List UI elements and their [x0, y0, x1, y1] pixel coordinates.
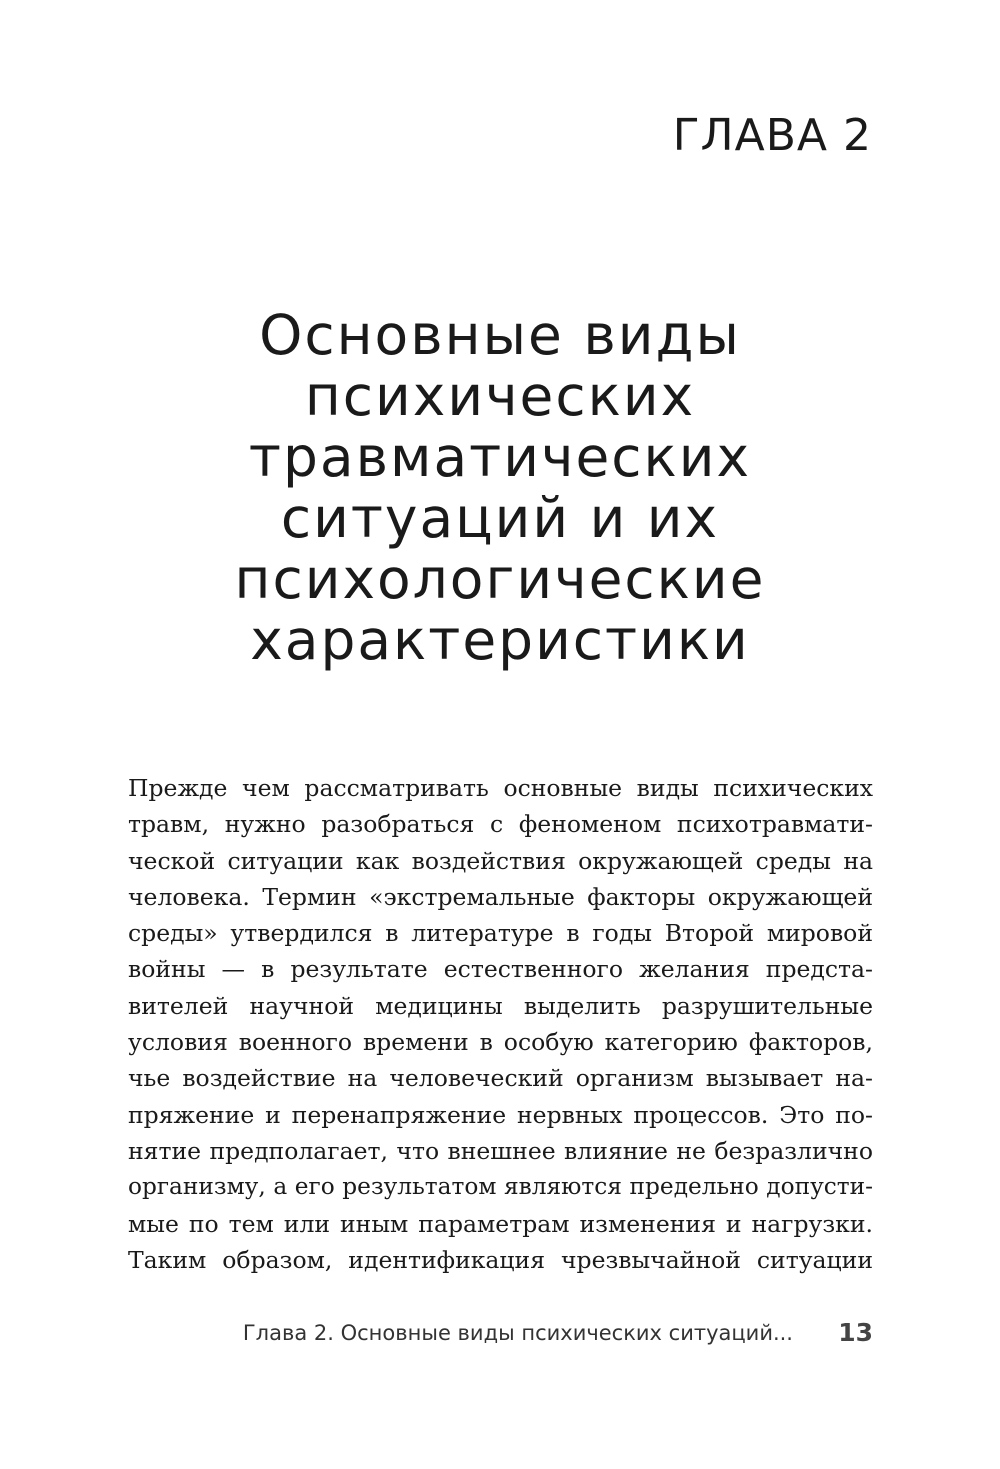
page-number: 13 — [838, 1318, 873, 1347]
chapter-title — [0, 305, 1000, 671]
page-footer — [128, 1318, 873, 1352]
body-line: человека. Термин «экстремальные факторы окружающей — [128, 882, 873, 911]
body-line: травм, нужно разобраться с феноменом психотравмати- — [128, 810, 873, 839]
running-title: Глава 2. Основные виды психических ситуаций... — [242, 1321, 793, 1345]
body-line: нятие предполагает, что внешнее влияние не безразлично — [128, 1136, 873, 1165]
chapter-title-line: характеристики — [250, 608, 750, 672]
chapter-title-line: психических — [304, 364, 696, 428]
body-line: Таким образом, идентификация чрезвычайной ситуации — [128, 1245, 873, 1274]
body-line: ческой ситуации как воздействия окружающей среды на — [128, 846, 873, 875]
body-line: организму, а его результатом являются предельно допусти- — [128, 1173, 873, 1201]
body-paragraph — [128, 770, 873, 1278]
chapter-title-line: ситуаций и их — [280, 486, 720, 550]
body-line: условия военного времени в особую категорию факторов, — [128, 1028, 873, 1057]
body-line: вителей научной медицины выделить разрушительные — [128, 991, 873, 1020]
body-line: среды» утвердился в литературе в годы Второй мировой — [128, 919, 873, 948]
body-line: войны — в результате естественного желания предста- — [128, 955, 873, 984]
body-line: пряжение и перенапряжение нервных процессов. Это по- — [128, 1100, 873, 1129]
body-line: чье воздействие на человеческий организм вызывает на- — [128, 1064, 873, 1093]
body-line: Прежде чем рассматривать основные виды психических — [128, 774, 873, 802]
chapter-title-line: травматических — [248, 425, 752, 489]
chapter-title-line: психологические — [234, 547, 766, 611]
body-line: мые по тем или иным параметрам изменения и нагрузки. — [128, 1209, 873, 1238]
chapter-label: ГЛАВА 2 — [672, 110, 872, 161]
chapter-title-line: Основные виды — [259, 303, 741, 367]
